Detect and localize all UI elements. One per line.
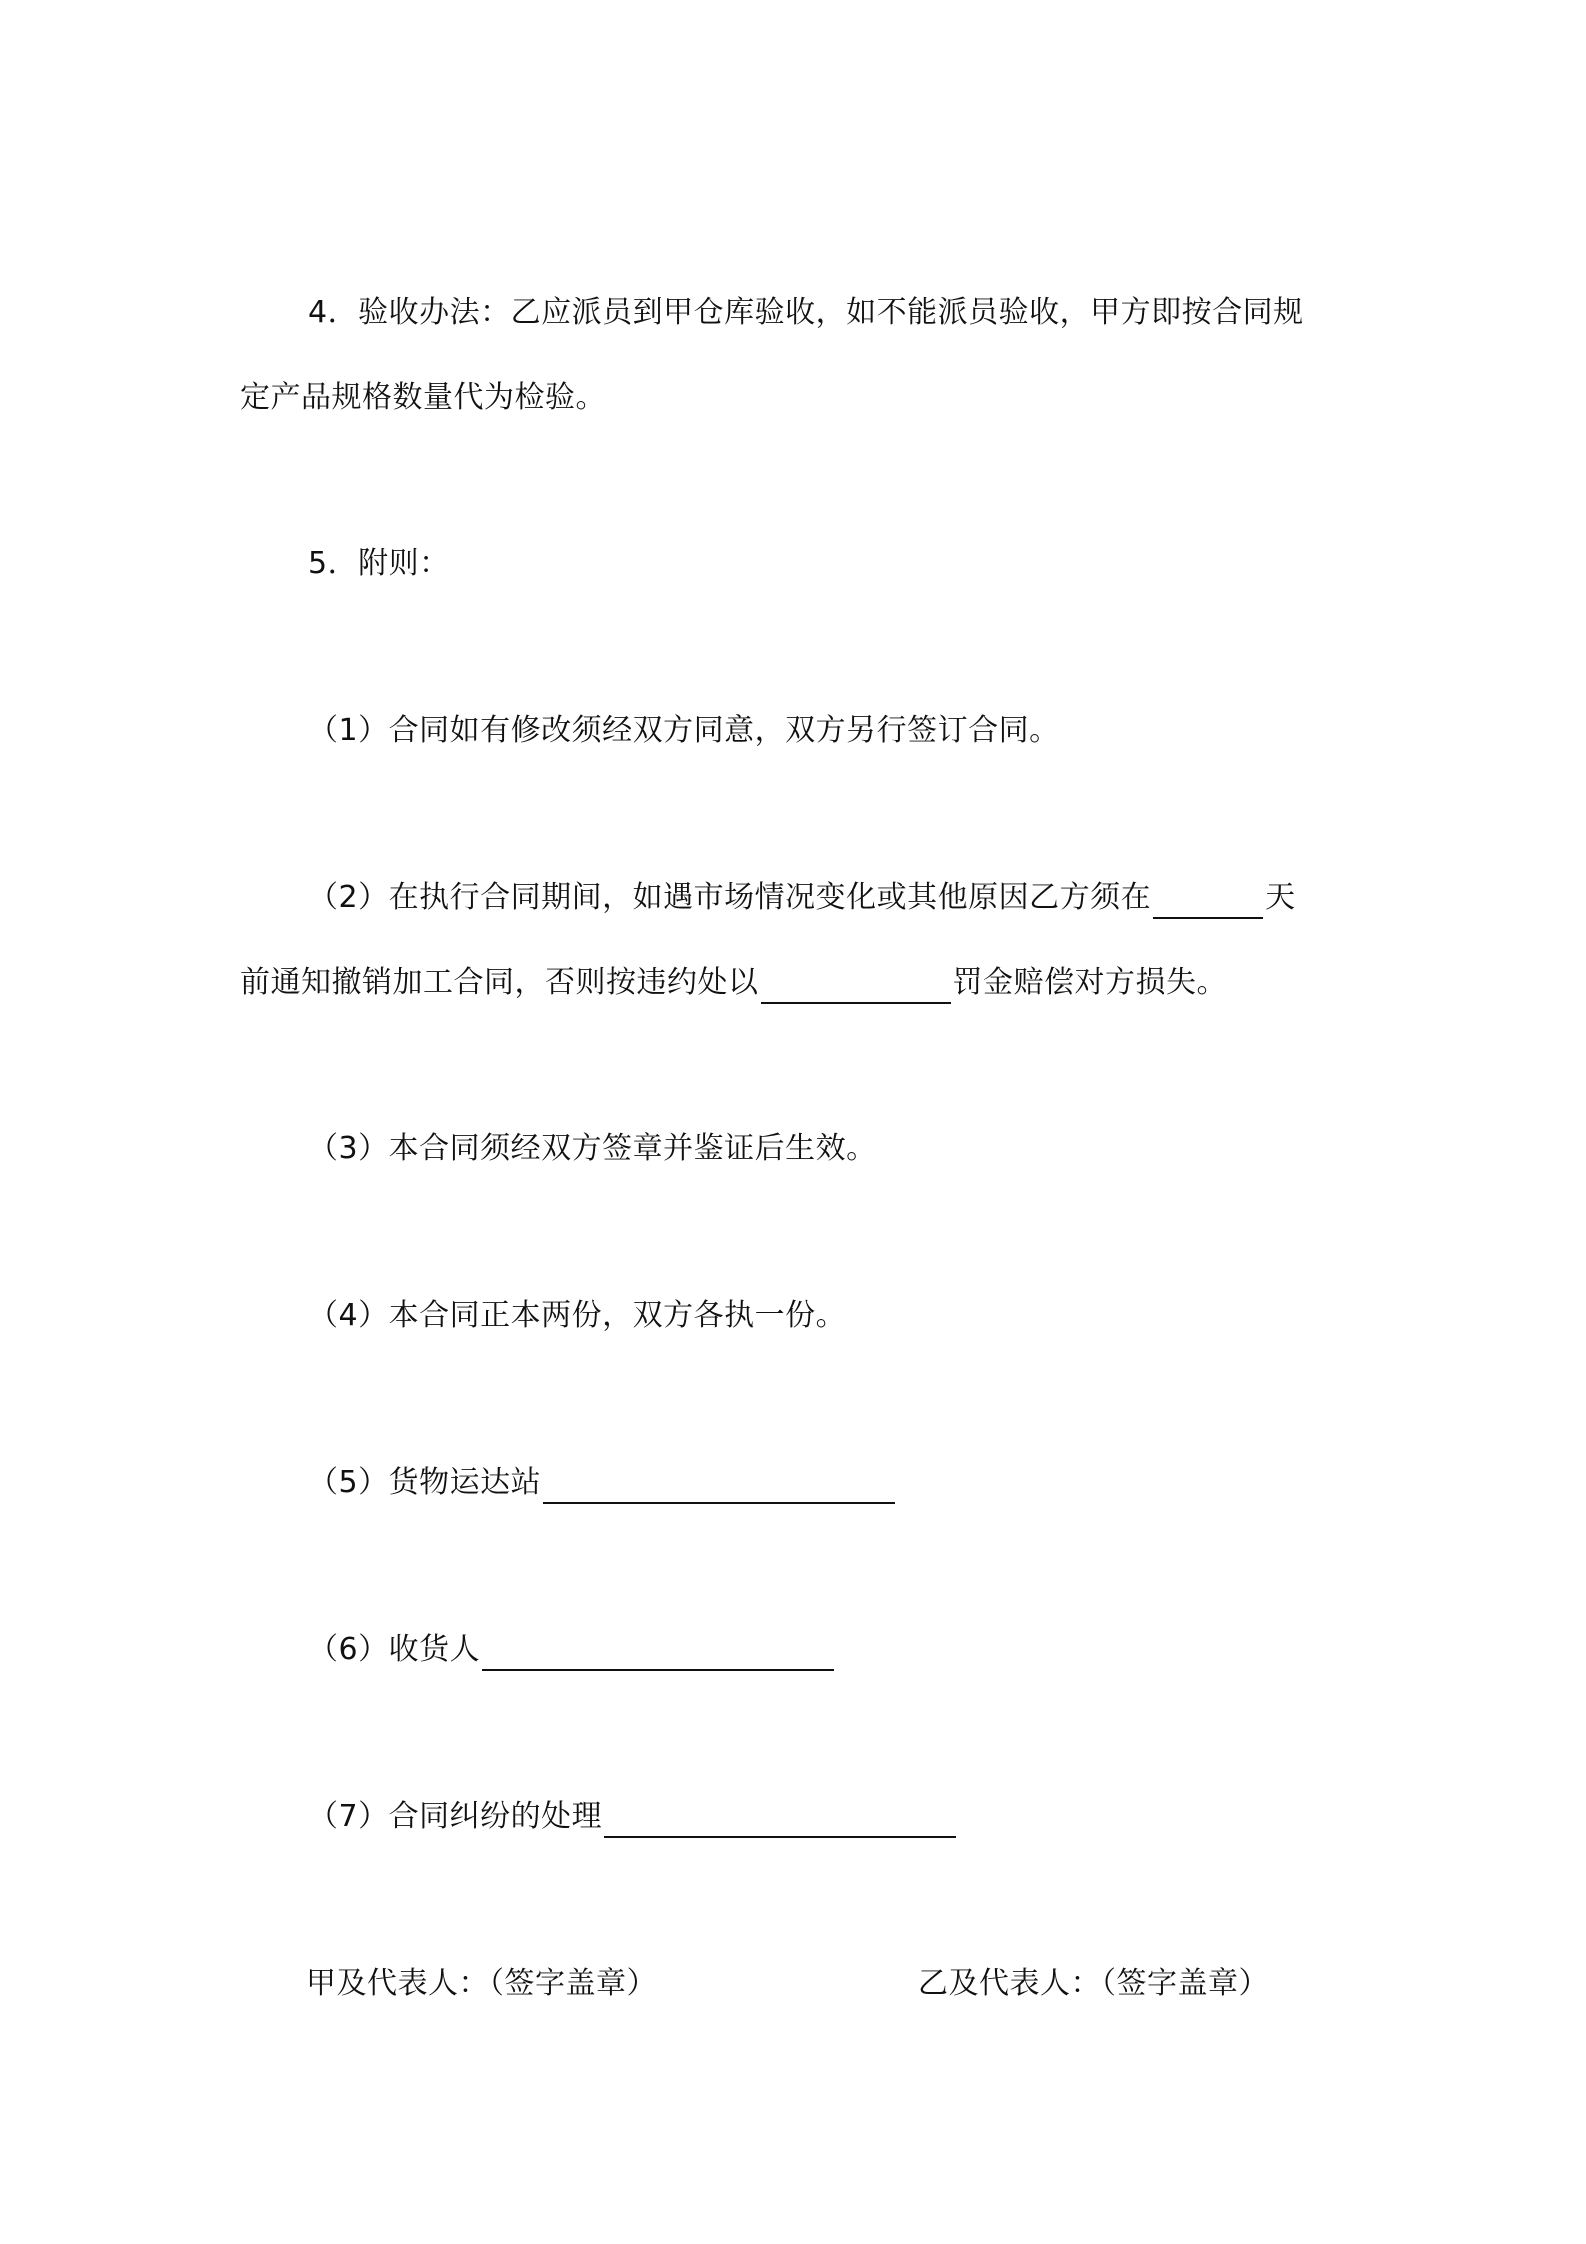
party-b-signature-label: 乙及代表人：（签字盖章）: [918, 1966, 1269, 2001]
clause-5-item-1: （1）合同如有修改须经双方同意，双方另行签订合同。: [308, 713, 1060, 748]
clause-4-line-2: 定产品规格数量代为检验。: [240, 380, 606, 415]
days-blank-field[interactable]: [1153, 883, 1263, 919]
clause-5-item-2-line-1: [308, 877, 1296, 919]
clause-5-item-2-line-2-before-blank: 前通知撤销加工合同，否则按违约处以: [240, 965, 759, 1000]
clause-4-line-1: 4．验收办法：乙应派员到甲仓库验收，如不能派员验收，甲方即按合同规: [308, 295, 1304, 330]
clause-5-item-5-label: （5）货物运达站: [308, 1465, 542, 1500]
clause-5-item-6-label: （6）收货人: [308, 1632, 481, 1667]
clause-5-item-2-text-before-blank: （2）在执行合同期间，如遇市场情况变化或其他原因乙方须在: [308, 880, 1152, 915]
destination-station-blank-field[interactable]: [543, 1468, 895, 1504]
clause-5-item-2-text-after-blank: 天: [1265, 880, 1296, 915]
clause-5-item-6: [308, 1629, 836, 1671]
consignee-blank-field[interactable]: [482, 1635, 834, 1671]
clause-5-item-7-label: （7）合同纠纷的处理: [308, 1799, 603, 1834]
clause-5-heading: 5．附则：: [308, 546, 450, 581]
clause-5-item-2-line-2: [240, 962, 1227, 1004]
dispute-resolution-blank-field[interactable]: [604, 1802, 956, 1838]
clause-5-item-2-line-2-after-blank: 罚金赔偿对方损失。: [952, 965, 1227, 1000]
party-a-signature-label: 甲及代表人：（签字盖章）: [306, 1966, 657, 2001]
clause-5-item-3: （3）本合同须经双方签章并鉴证后生效。: [308, 1131, 877, 1166]
clause-5-item-4: （4）本合同正本两份，双方各执一份。: [308, 1298, 847, 1333]
clause-5-item-7: [308, 1796, 958, 1838]
clause-5-item-5: [308, 1462, 897, 1504]
penalty-blank-field[interactable]: [761, 968, 951, 1004]
